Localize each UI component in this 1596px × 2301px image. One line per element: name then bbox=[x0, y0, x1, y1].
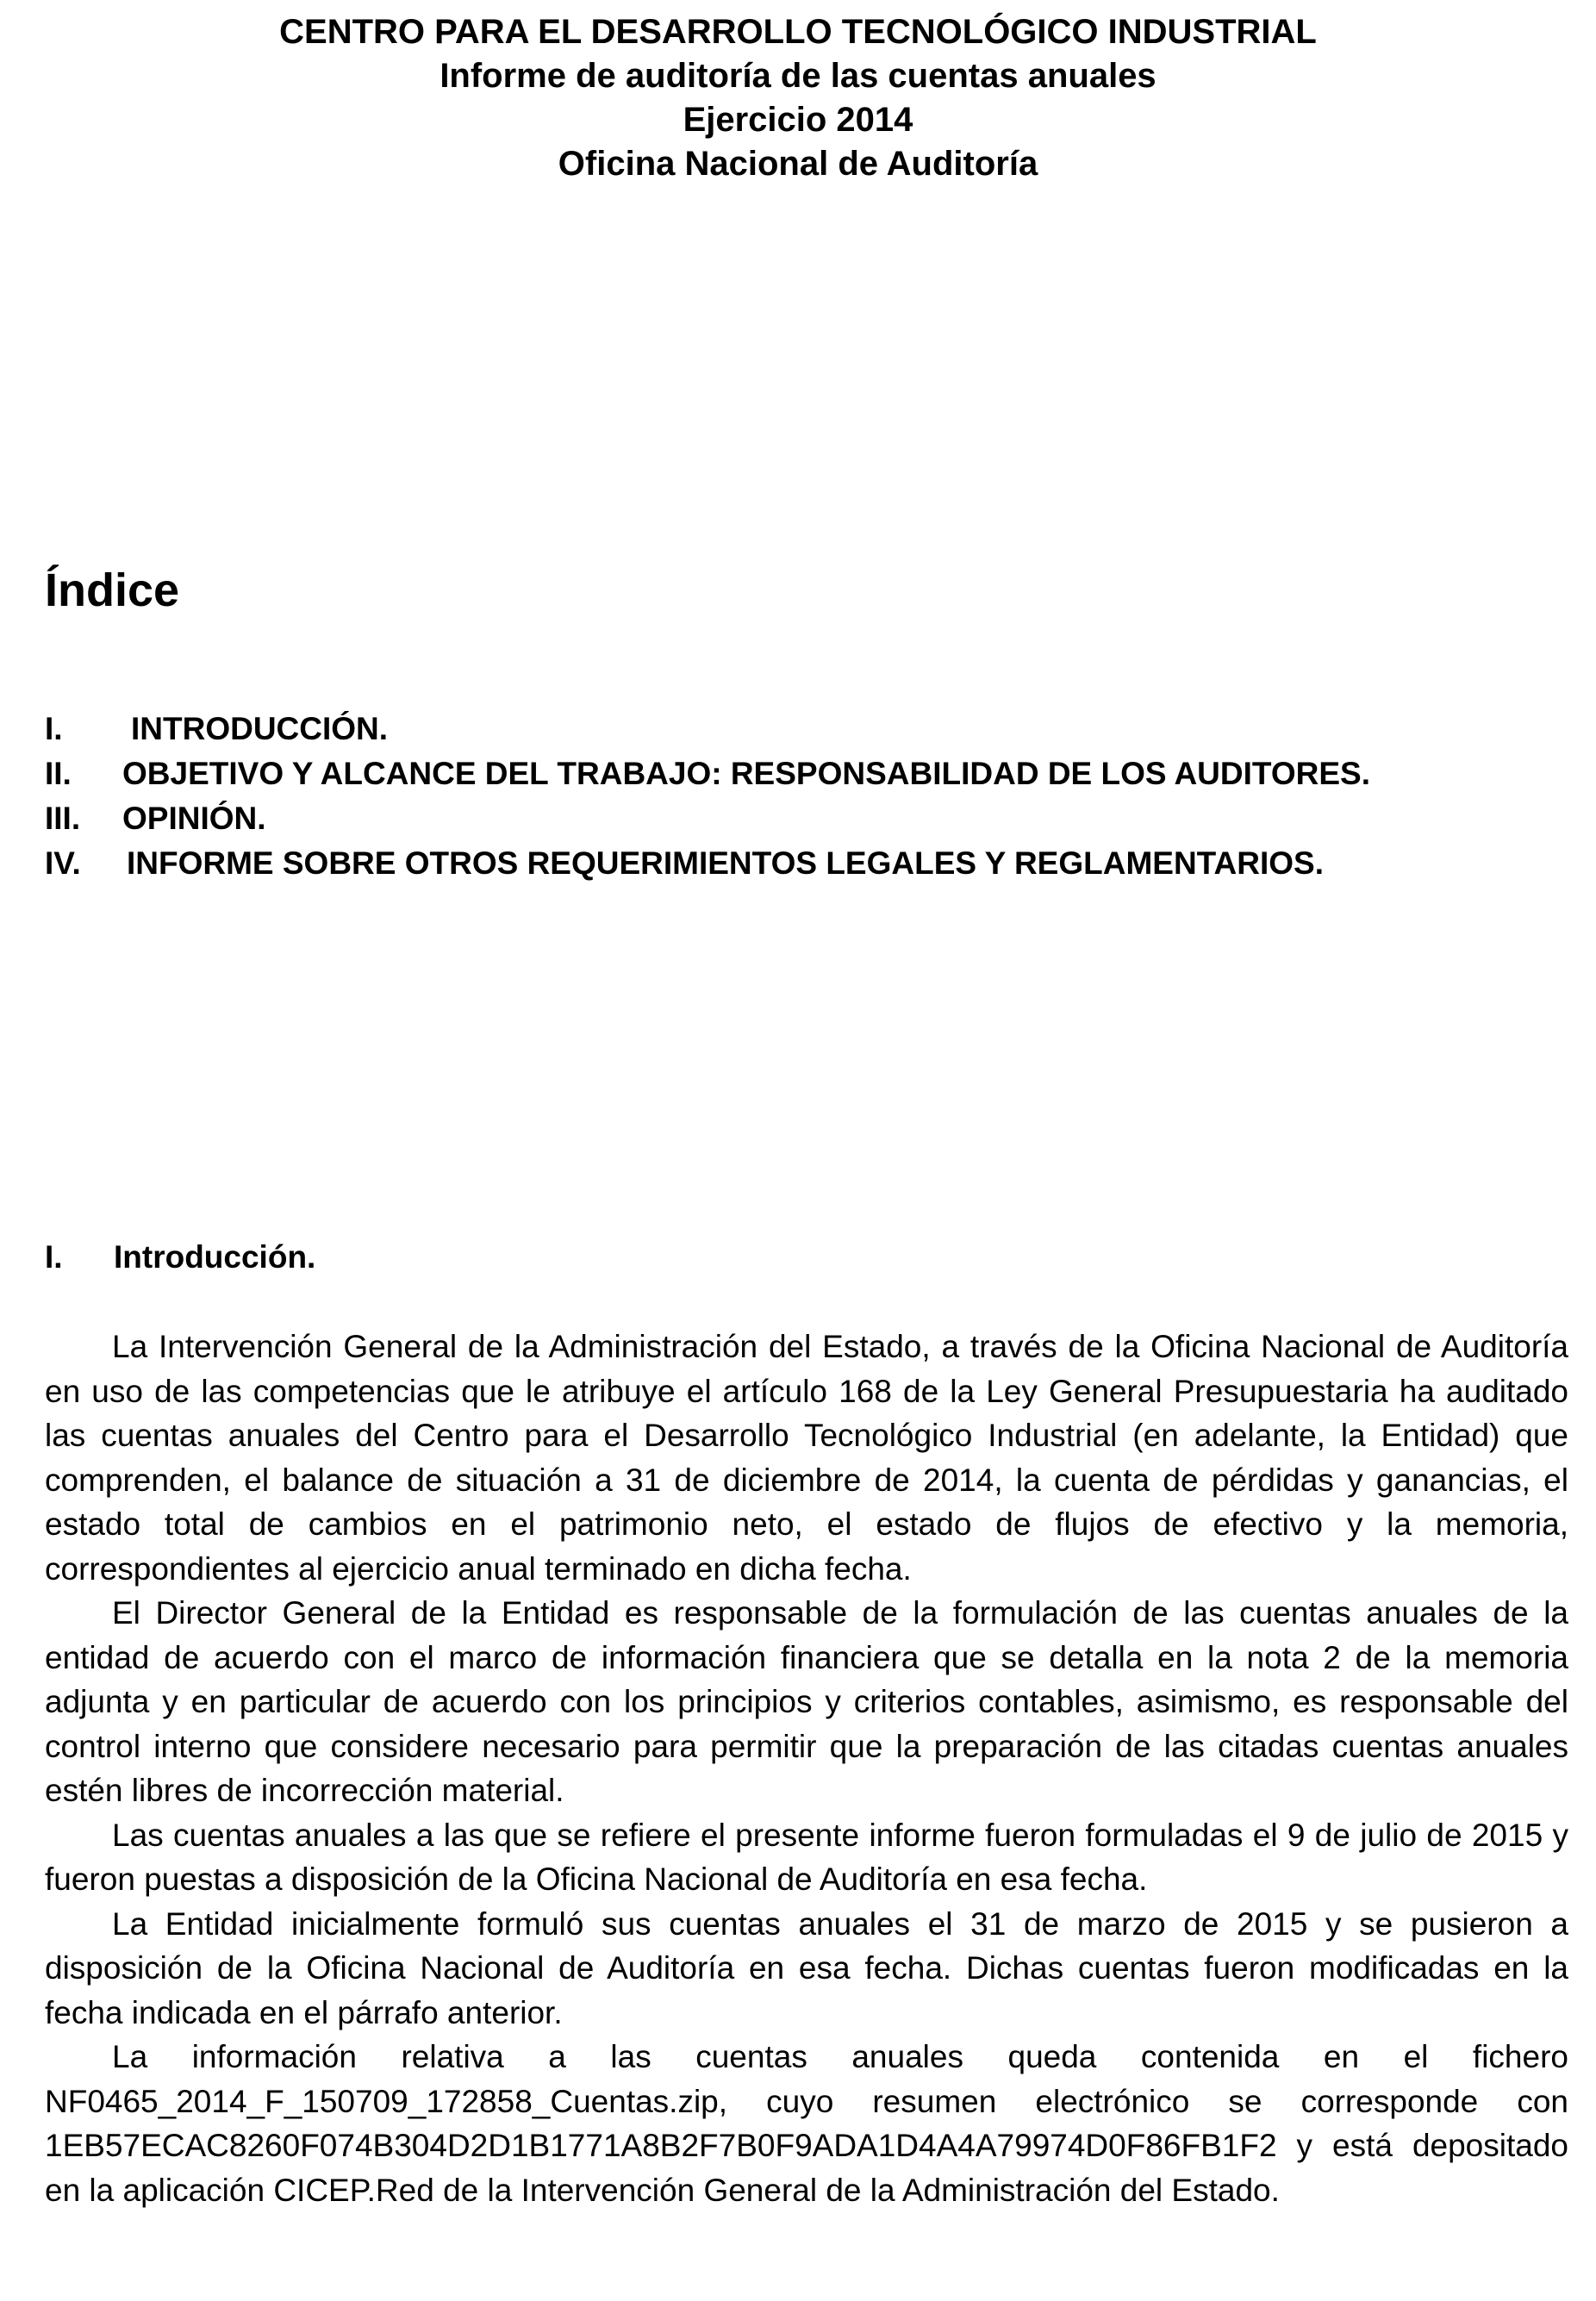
table-of-contents bbox=[45, 707, 1562, 886]
paragraph: Las cuentas anuales a las que se refiere el presente informe fueron formuladas el 9 de julio de 2015 y fueron puestas a disposición de la Oficina Nacional de Auditoría en esa fecha. bbox=[45, 1817, 1568, 1897]
section-number: I. bbox=[45, 1239, 63, 1275]
toc-item-number: III. bbox=[45, 801, 81, 836]
report-title: Informe de auditoría de las cuentas anuales bbox=[440, 57, 1156, 95]
document-header bbox=[0, 10, 1596, 186]
index-title: Índice bbox=[45, 564, 180, 616]
toc-item-number: II. bbox=[45, 756, 72, 791]
paragraph: La Intervención General de la Administración del Estado, a través de la Oficina Nacional de Auditoría en uso de las competencias que le atribuye el artículo 168 de la Ley General Presupuestaria ha auditado las cuentas anuales del Centro para el Desarrollo Tecnológico Industrial (en adelante, la Entidad) que comprenden, el balance de situación a 31 de diciembre de 2014, la cuenta de pérdidas y ganancias, el estado total de cambios en el patrimonio neto, el estado de flujos de efectivo y la memoria, correspondientes al ejercicio anual terminado en dicha fecha. bbox=[45, 1329, 1568, 1587]
entity-name: CENTRO PARA EL DESARROLLO TECNOLÓGICO INDUSTRIAL bbox=[279, 13, 1317, 51]
toc-item-label: INTRODUCCIÓN. bbox=[131, 711, 389, 746]
toc-item-label: OPINIÓN. bbox=[122, 801, 266, 836]
toc-item-label: INFORME SOBRE OTROS REQUERIMIENTOS LEGALES Y REGLAMENTARIOS. bbox=[127, 845, 1324, 881]
section-title: Introducción. bbox=[114, 1239, 316, 1275]
toc-item bbox=[45, 796, 1562, 841]
paragraph: La Entidad inicialmente formuló sus cuentas anuales el 31 de marzo de 2015 y se pusieron a disposición de la Oficina Nacional de Auditoría en esa fecha. Dichas cuentas fueron modificadas en la fecha indicada en el párrafo anterior. bbox=[45, 1905, 1568, 2030]
issuing-office: Oficina Nacional de Auditoría bbox=[558, 145, 1038, 183]
toc-item bbox=[45, 751, 1562, 796]
paragraph: El Director General de la Entidad es responsable de la formulación de las cuentas anuales de la entidad de acuerdo con el marco de información financiera que se detalla en la nota 2 de la memoria adjunta y en particular de acuerdo con los principios y criterios contables, asimismo, es responsable del control interno que considere necesario para permitir que la preparación de las citadas cuentas anuales estén libres de incorrección material. bbox=[45, 1595, 1568, 1808]
fiscal-year: Ejercicio 2014 bbox=[683, 101, 913, 139]
toc-item bbox=[45, 707, 1562, 751]
paragraph: La información relativa a las cuentas anuales queda contenida en el fichero NF0465_2014_F_150709_172858_Cuentas.zip, cuyo resumen electrónico se corresponde con 1EB57ECAC8260F074B304D2D1B1771A8B2F7B0F9ADA1D4A4A79974D0F86FB1F2 y está depositado en la aplicación CICEP.Red de la Intervención General de la Administración del Estado. bbox=[45, 2039, 1568, 2208]
toc-item-number: IV. bbox=[45, 845, 81, 881]
toc-item-label: OBJETIVO Y ALCANCE DEL TRABAJO: RESPONSABILIDAD DE LOS AUDITORES. bbox=[122, 756, 1370, 791]
toc-item bbox=[45, 841, 1562, 886]
toc-item-number: I. bbox=[45, 711, 63, 746]
section-heading bbox=[45, 1235, 315, 1280]
section-body bbox=[45, 1325, 1568, 2212]
